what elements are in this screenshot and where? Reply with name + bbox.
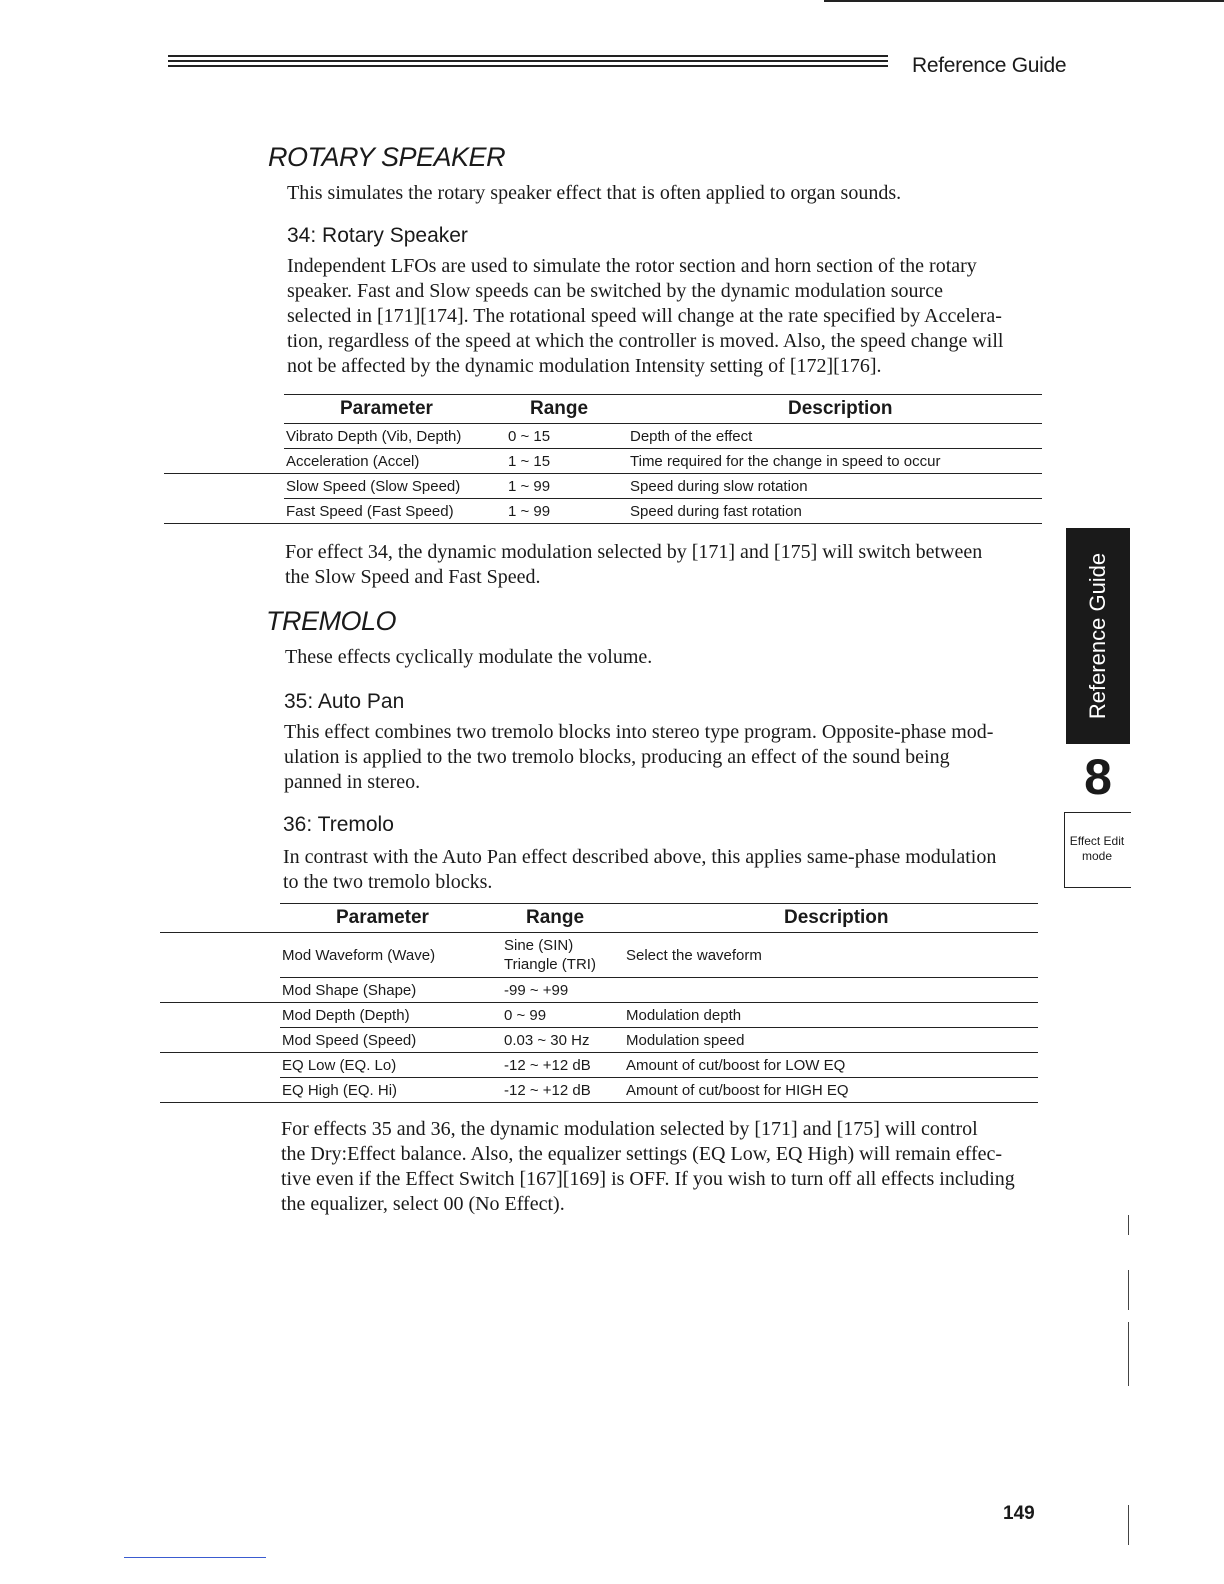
table-row: Acceleration (Accel) 1 ~ 15 Time required for the change in speed to occur [286, 452, 941, 470]
tremolo-parameter-table [160, 903, 1038, 1103]
col-header-range: Range [526, 907, 585, 928]
rotary-note: For effect 34, the dynamic modulation selected by [171] and [175] will switch between the Slow Speed and Fast Speed. [285, 541, 983, 588]
table-row: Mod Depth (Depth) 0 ~ 99 Modulation depth [282, 1006, 742, 1024]
col-header-parameter: Parameter [340, 398, 433, 419]
edge-mark [1128, 1322, 1129, 1386]
page-number: 149 [1003, 1503, 1035, 1524]
effect-36-description: In contrast with the Auto Pan effect described above, this applies same-phase modulation to the two tremolo blocks. [283, 846, 997, 893]
col-header-range: Range [530, 398, 589, 419]
table-row: Slow Speed (Slow Speed) 1 ~ 99 Speed during slow rotation [286, 477, 808, 495]
edge-mark [1128, 1505, 1129, 1545]
table-row: Mod Waveform (Wave) Sine (SIN) Triangle (TRI) Select the waveform [282, 937, 762, 973]
col-header-parameter: Parameter [336, 907, 429, 928]
effect-34-title: 34: Rotary Speaker [287, 224, 468, 247]
effect-35-description: This effect combines two tremolo blocks into stereo type program. Opposite-phase mod- ulation is applied to the two tremolo blocks, producing an effect of the sound being panned in stereo. [284, 721, 994, 793]
running-header: Reference Guide [912, 54, 1067, 77]
edge-mark [1128, 1270, 1129, 1310]
table-row: Mod Speed (Speed) 0.03 ~ 30 Hz Modulation speed [282, 1031, 745, 1049]
effect-36-title: 36: Tremolo [283, 813, 394, 836]
col-header-description: Description [784, 907, 889, 928]
section-title-rotary: ROTARY SPEAKER [268, 142, 506, 172]
effect-35-title: 35: Auto Pan [284, 690, 405, 713]
rotary-intro: This simulates the rotary speaker effect that is often applied to organ sounds. [287, 182, 902, 204]
effect-34-description: Independent LFOs are used to simulate the rotor section and horn section of the rotary speaker. Fast and Slow speeds can be switched by the dynamic modulation source selected in [171][174]. The rotational speed will change at the rate specified by Accelera- tion, regardless of the speed at which the controller is moved. Also, the speed change will not be affected by the dynamic modulation Intensity setting of [172][176]. [287, 255, 1004, 377]
table-row: EQ Low (EQ. Lo) -12 ~ +12 dB Amount of cut/boost for LOW EQ [282, 1056, 846, 1074]
header-rules [168, 55, 888, 75]
header-top-rule [824, 0, 1224, 2]
footer-rule [124, 1557, 266, 1558]
chapter-label: Effect Edit mode [1069, 834, 1125, 863]
table-row: Vibrato Depth (Vib, Depth) 0 ~ 15 Depth of the effect [286, 427, 753, 445]
col-header-description: Description [788, 398, 893, 419]
chapter-side-tab [1066, 528, 1130, 744]
tremolo-note: For effects 35 and 36, the dynamic modulation selected by [171] and [175] will control the Dry:Effect balance. Also, the equalizer settings (EQ Low, EQ High) will remain effec- tive even if the Effect Switch [167][169] is OFF. If you wish to turn off all effects including the equalizer, select 00 (No Effect). [281, 1118, 1015, 1215]
table-row: Mod Shape (Shape) -99 ~ +99 [282, 981, 569, 999]
chapter-number: 8 [1084, 749, 1112, 805]
tremolo-intro: These effects cyclically modulate the volume. [285, 646, 653, 668]
rotary-parameter-table [164, 394, 1042, 524]
edge-mark [1128, 1215, 1129, 1235]
side-tab-label: Reference Guide [1085, 552, 1110, 720]
section-title-tremolo: TREMOLO [266, 606, 397, 636]
table-row: EQ High (EQ. Hi) -12 ~ +12 dB Amount of cut/boost for HIGH EQ [282, 1081, 849, 1099]
table-row: Fast Speed (Fast Speed) 1 ~ 99 Speed during fast rotation [286, 502, 802, 520]
